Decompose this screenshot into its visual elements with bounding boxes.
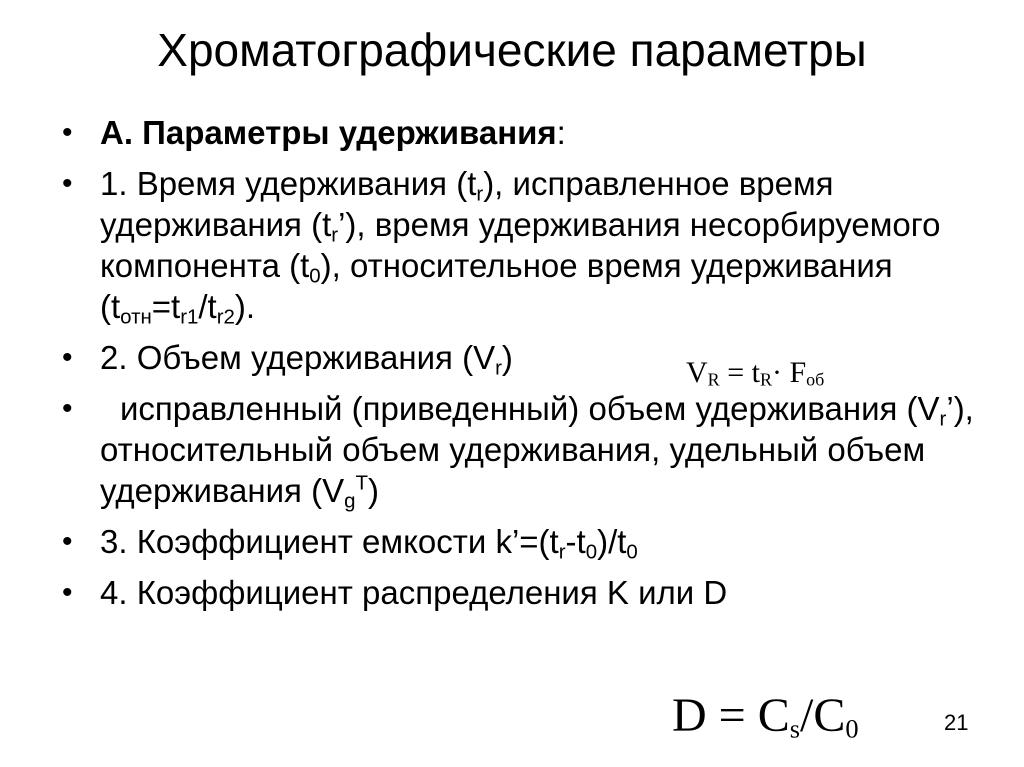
- text-run: ), относительное время удерживания (t: [100, 247, 893, 325]
- bullet-heading-colon: :: [556, 114, 566, 151]
- formula-subscript: 0: [845, 713, 859, 744]
- formula-subscript: s: [789, 713, 801, 744]
- subscript: 0: [309, 264, 321, 288]
- superscript: T: [355, 471, 368, 495]
- text-run: ): [367, 472, 379, 509]
- subscript: r: [476, 182, 484, 206]
- text-run: ’), время удерживания несорбируемого компонента (t: [100, 206, 941, 284]
- bullet-retention-time: [62, 163, 982, 327]
- formula-subscript: R: [707, 369, 720, 390]
- page-number: 21: [944, 710, 969, 735]
- text-run: =t: [151, 288, 181, 325]
- formula-part: D = C: [672, 689, 790, 742]
- text-run: -t: [565, 523, 586, 560]
- text-run: ).: [234, 288, 256, 325]
- text-run: /t: [198, 288, 217, 325]
- formula-part: · F: [771, 356, 807, 389]
- bullet-heading: А. Параметры удерживания: [100, 114, 557, 151]
- formula-part: = t: [719, 356, 760, 389]
- formula-retention-volume: [686, 355, 824, 391]
- text-run: ): [501, 339, 513, 376]
- text-run: 1. Время удерживания (t: [100, 165, 477, 202]
- bullet-list: [62, 112, 982, 623]
- text-run: 4. Коэффициент распределения K или D: [100, 574, 728, 611]
- subscript: r: [331, 223, 339, 247]
- text-run: ), исправленное время удерживания (t: [100, 165, 834, 243]
- subscript: r2: [216, 305, 235, 329]
- subscript: r1: [180, 305, 199, 329]
- text-run: исправленный (приведенный) объем удерживания (V: [120, 390, 940, 427]
- text-run: ’), относительный объем удерживания, удельный объем удерживания (V: [100, 390, 974, 509]
- subscript: r: [939, 407, 947, 431]
- slide-title: Хроматографические параметры: [157, 24, 867, 76]
- subscript: отн: [120, 305, 152, 329]
- bullet-retention-volume: [62, 337, 982, 378]
- text-run: 3. Коэффициент емкости k’=(t: [100, 523, 559, 560]
- text-run: 2. Объем удерживания (V: [100, 339, 496, 376]
- text-run: )/t: [597, 523, 627, 560]
- subscript: r: [495, 356, 502, 380]
- formula-part: V: [686, 356, 708, 389]
- bullet-corrected-volume: [62, 388, 982, 511]
- formula-part: /C: [800, 689, 846, 742]
- formula-subscript: R: [759, 369, 772, 390]
- bullet-distribution-coefficient: [62, 572, 982, 613]
- subscript: r: [558, 540, 566, 564]
- subscript: g: [344, 489, 356, 513]
- subscript: 0: [626, 540, 638, 564]
- bullet-capacity-factor: [62, 521, 982, 562]
- formula-distribution: [672, 688, 859, 744]
- bullet-retention-params: [62, 112, 982, 153]
- subscript: 0: [585, 540, 598, 564]
- formula-subscript: об: [806, 369, 825, 390]
